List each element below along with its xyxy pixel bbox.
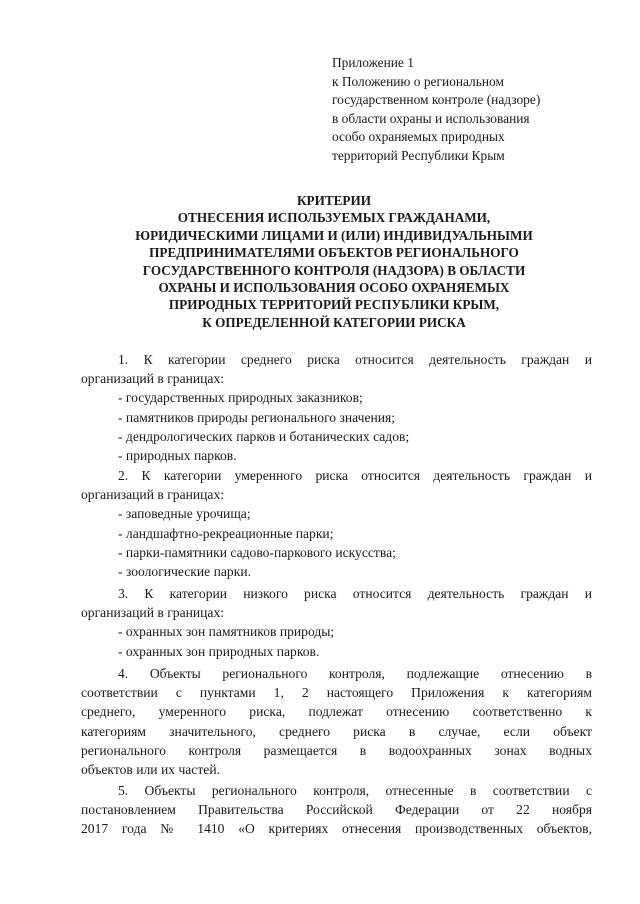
document-title <box>60 192 608 331</box>
appendix-line: Приложение 1 <box>332 55 414 70</box>
paragraph-line: 2. К категории умеренного риска относится деятельность граждан и <box>118 468 592 483</box>
paragraph-line: организаций в границах: <box>81 605 225 621</box>
criteria-section-4 <box>81 664 592 779</box>
title-line: ГОСУДАРСТВЕННОГО КОНТРОЛЯ (НАДЗОРА) В ОБЛАСТИ <box>142 262 526 278</box>
appendix-line: в области охраны и использования <box>332 110 530 126</box>
list-item: - охранных зон памятников природы; <box>118 624 335 640</box>
title-line: ЮРИДИЧЕСКИМИ ЛИЦАМИ И (ИЛИ) ИНДИВИДУАЛЬНЫМИ <box>135 227 533 243</box>
paragraph-line: 2017 года № 1410 «О критериях отнесения производственных объектов, <box>81 821 592 837</box>
list-item: - заповедные урочища; <box>118 506 251 522</box>
paragraph-line: категориям значительного, среднего риска в случае, если объект <box>81 723 592 739</box>
paragraph-line: организаций в границах: <box>81 487 225 503</box>
criteria-section-3 <box>81 584 592 661</box>
list-item: - ландшафтно-рекреационные парки; <box>118 525 334 541</box>
paragraph-line: 4. Объекты регионального контроля, подлежащие отнесению в <box>118 666 592 681</box>
title-line: К ОПРЕДЕЛЕННОЙ КАТЕГОРИИ РИСКА <box>202 314 466 330</box>
paragraph-line: соответствии с пунктами 1, 2 настоящего Приложения к категориям <box>81 685 592 701</box>
list-item: - дендрологических парков и ботанических садов; <box>118 428 410 444</box>
list-item: - государственных природных заказников; <box>118 390 363 406</box>
appendix-line: территорий Республики Крым <box>332 147 505 163</box>
appendix-line: особо охраняемых природных <box>332 129 505 144</box>
title-line: КРИТЕРИИ <box>296 193 372 208</box>
criteria-section-1 <box>81 350 592 465</box>
title-line: ОХРАНЫ И ИСПОЛЬЗОВАНИЯ ОСОБО ОХРАНЯЕМЫХ <box>158 280 510 296</box>
appendix-reference <box>332 54 540 165</box>
paragraph-line: организаций в границах: <box>81 371 225 387</box>
list-item: - охранных зон природных парков. <box>118 643 320 659</box>
paragraph-line: регионального контроля размещается в водоохранных зонах водных <box>81 742 592 758</box>
list-item: - природных парков. <box>118 448 237 464</box>
title-line: ОТНЕСЕНИЯ ИСПОЛЬЗУЕМЫХ ГРАЖДАНАМИ, <box>177 210 491 226</box>
list-item: - парки-памятники садово-паркового искусства; <box>118 544 396 560</box>
title-line: ПРЕДПРИНИМАТЕЛЯМИ ОБЪЕКТОВ РЕГИОНАЛЬНОГО <box>149 245 519 261</box>
paragraph-line: 3. К категории низкого риска относится деятельность граждан и <box>118 586 592 601</box>
appendix-line: государственном контроле (надзоре) <box>332 92 541 107</box>
paragraph-line: среднего, умеренного риска, подлежат отнесению соответственно к <box>81 704 592 720</box>
paragraph-line: объектов или их частей. <box>81 762 220 778</box>
list-item: - памятников природы регионального значения; <box>118 409 396 425</box>
paragraph-line: постановлением Правительства Российской Федерации от 22 ноября <box>81 802 592 818</box>
criteria-section-2 <box>81 466 592 581</box>
title-line: ПРИРОДНЫХ ТЕРРИТОРИЙ РЕСПУБЛИКИ КРЫМ, <box>168 297 500 313</box>
paragraph-line: 1. К категории среднего риска относится деятельность граждан и <box>118 352 592 367</box>
paragraph-line: 5. Объекты регионального контроля, отнесенные в соответствии с <box>118 783 592 798</box>
criteria-section-5 <box>81 781 592 839</box>
appendix-line: к Положению о региональном <box>332 73 504 89</box>
list-item: - зоологические парки. <box>118 564 251 580</box>
